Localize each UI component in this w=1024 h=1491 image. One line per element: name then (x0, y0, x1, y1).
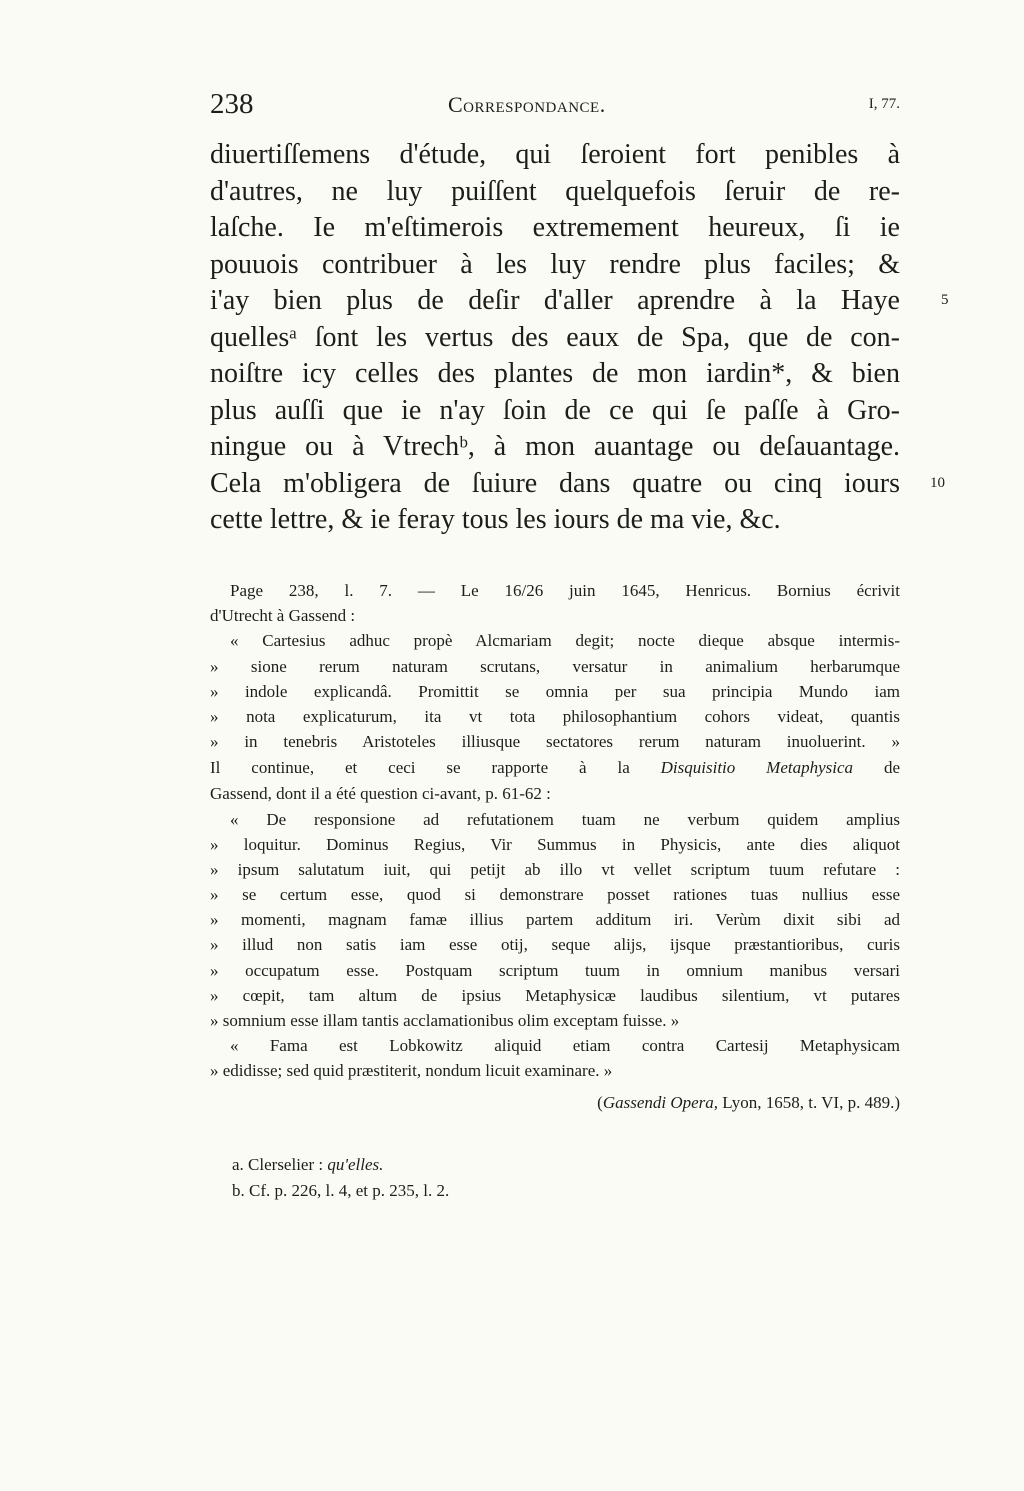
quote-line: » edidisse; sed quid præstiterit, nondum licuit examinare. » (210, 1061, 613, 1081)
note-text: Il continue, et ceci se rapporte à la (210, 758, 661, 778)
text-line: plus auſſi que ie n'ay ſoin de ce qui ſe paſſe à Gro- (210, 394, 900, 426)
text-line: ningue ou à Vtrechᵇ, à mon auantage ou deſauantage. (210, 431, 900, 462)
quote-line: » sione rerum naturam scrutans, versatur in animalium herbarumque (210, 656, 900, 676)
footnote-a (232, 1152, 449, 1178)
line-number-margin: 10 (930, 475, 945, 491)
text-line: Cela m'obligera de ſuiure dans quatre ou cinq iours (210, 467, 900, 499)
citation-title: Gassendi Opera, (602, 1092, 719, 1112)
quote-line: « Fama est Lobkowitz aliquid etiam contra Cartesij Metaphysicam (230, 1036, 900, 1056)
work-title: Disquisitio Metaphysica (660, 758, 854, 778)
note-line: Page 238, l. 7. — Le 16/26 juin 1645, Henricus. Bornius écrivit (230, 581, 900, 600)
quote-line: « Cartesius adhuc propè Alcmariam degit; nocte dieque absque intermis- (230, 631, 900, 651)
text-line: i'ay bien plus de deſir d'aller aprendre à la Haye (210, 285, 900, 316)
text-line: d'autres, ne luy puiſſent quelquefois ſeruir de re- (210, 175, 900, 207)
page-number: 238 (210, 88, 254, 120)
editorial-note (210, 578, 900, 1115)
running-title: Correspondance. (448, 92, 606, 117)
quote-line: » occupatum esse. Postquam scriptum tuum in omnium manibus versari (210, 960, 900, 980)
note-line (210, 754, 900, 781)
note-line: d'Utrecht à Gassend : (210, 606, 356, 626)
footnote-variant: qu'elles. (327, 1155, 384, 1174)
quote-line: » se certum esse, quod si demonstrare posset rationes tuas nullius esse (210, 885, 900, 905)
footnotes (232, 1152, 449, 1204)
letter-text (210, 137, 900, 539)
citation-detail: Lyon, 1658, t. VI, p. 489.) (718, 1092, 900, 1112)
quote-line: « De responsione ad refutationem tuam ne verbum quidem amplius (230, 809, 900, 829)
note-line: Gassend, dont il a été question ci-avant, p. 61-62 : (210, 784, 551, 804)
line-number-margin: 5 (941, 292, 949, 308)
quote-line: » nota explicaturum, ita vt tota philosophantium cohors videat, quantis (210, 706, 900, 726)
text-line: cette lettre, & ie feray tous les iours de ma vie, &c. (210, 504, 781, 535)
quote-line: » cœpit, tam altum de ipsius Metaphysicæ laudibus silentium, vt putares (210, 985, 900, 1005)
volume-reference: I, 77. (868, 96, 900, 112)
citation-paren: ( (597, 1092, 603, 1112)
quote-line: » somnium esse illam tantis acclamationibus olim exceptam fuisse. » (210, 1011, 680, 1030)
page-header (210, 88, 900, 124)
text-line: diuertiſſemens d'étude, qui ſeroient fort penibles à (210, 139, 900, 170)
text-line: pouuois contribuer à les luy rendre plus faciles; & (210, 248, 900, 280)
quote-line: » ipsum salutatum iuit, qui petijt ab illo vt vellet scriptum tuum refutare : (210, 859, 900, 879)
quote-line: » illud non satis iam esse otij, seque alijs, ijsque præstantioribus, curis (210, 935, 900, 955)
text-line: quellesᵃ ſont les vertus des eaux de Spa, que de con- (210, 321, 900, 353)
quote-line: » momenti, magnam famæ illius partem additum iri. Verùm dixit sibi ad (210, 910, 900, 930)
text-line: laſche. Ie m'eſtimerois extremement heureux, ſi ie (210, 212, 900, 243)
source-citation (210, 1090, 900, 1115)
note-text: de (853, 758, 900, 778)
quote-line: » loquitur. Dominus Regius, Vir Summus in Physicis, ante dies aliquot (210, 834, 900, 854)
quote-line: » in tenebris Aristoteles illiusque sectatores rerum naturam inuoluerint. » (210, 732, 900, 752)
footnote-text: a. Clerselier : (232, 1155, 328, 1174)
text-line: noiſtre icy celles des plantes de mon iardin*, & bien (210, 358, 900, 389)
quote-line: » indole explicandâ. Promittit se omnia per sua principia Mundo iam (210, 681, 900, 701)
footnote-b: b. Cf. p. 226, l. 4, et p. 235, l. 2. (232, 1181, 450, 1200)
